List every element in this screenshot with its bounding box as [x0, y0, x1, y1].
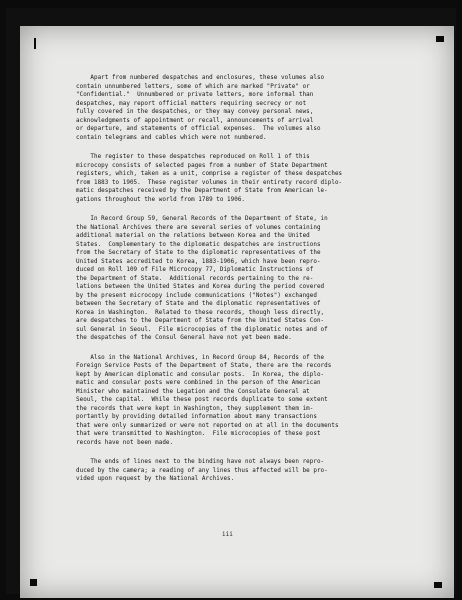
text-line: contain unnumbered letters, some of which are marked "Private" or — [76, 83, 310, 90]
text-line: vided upon request by the National Archives. — [76, 476, 235, 482]
scan-mark — [34, 38, 36, 49]
text-line: matic despatches received by the Department of State from American le- — [76, 188, 328, 194]
text-line: are despatches to the Department of State from the United States Con- — [76, 318, 325, 324]
text-line: the National Archives there are several series of volumes containing — [76, 224, 321, 231]
page-number: iii — [222, 531, 233, 538]
text-line: kept by American diplomatic and consular posts. In Korea, the diplo- — [76, 371, 325, 378]
text-line: duced on Roll 109 of File Microcopy 77, Diplomatic Instructions of — [76, 267, 314, 273]
text-line: "Confidential." Unnumbered or private letters, more informal than — [76, 92, 314, 98]
document-body — [76, 74, 424, 495]
text-line: Seoul, the capital. While these post records duplicate to some extent — [76, 397, 328, 403]
text-line: records have not been made. — [76, 439, 174, 446]
text-line: despatches, may report official matters requiring secrecy or not — [76, 100, 307, 107]
text-line: United States accredited to Korea, 1883-1906, which have been repro- — [76, 258, 321, 265]
text-line: matic and consular posts were combined in the person of the American — [76, 380, 321, 386]
text-line: from 1883 to 1905. These register volumes in their entirety record diplo- — [76, 179, 343, 186]
text-line: between the Secretary of State and the diplomatic representatives of — [76, 301, 321, 307]
scan-mark — [434, 582, 442, 588]
text-line: Foreign Service Posts of the Department of State, there are the records — [76, 363, 332, 369]
text-line: The ends of lines next to the binding have not always been repro- — [76, 459, 325, 465]
text-line: that were transmitted to Washington. File microcopies of these post — [76, 431, 321, 437]
text-line: additional material on the relations between Korea and the United — [76, 233, 310, 239]
text-line: gations throughout the world from 1789 to 1906. — [76, 196, 246, 203]
scan-mark — [30, 579, 37, 586]
text-line: The register to these despatches reproduced on Roll 1 of this — [76, 154, 310, 160]
text-line: the Department of State. Additional records pertaining to the re- — [76, 275, 314, 282]
paragraph — [76, 153, 424, 204]
text-line: that were only summarized or were not reported on at all in the documents — [76, 422, 339, 429]
paragraph — [76, 215, 424, 343]
text-line: acknowledgments of appointment or recall, announcements of arrival — [76, 117, 314, 124]
scan-mark — [436, 36, 444, 42]
text-line: sul General in Seoul. File microcopies of the diplomatic notes and of — [76, 326, 328, 333]
text-line: Minister who maintained the Legation and the Consulate General at — [76, 388, 310, 395]
text-line: fully covered in the despatches, or they may convey personal news, — [76, 109, 314, 115]
text-line: Korea in Washington. Related to these records, though less directly, — [76, 309, 325, 316]
paragraph — [76, 458, 424, 484]
text-line: In Record Group 59, General Records of the Department of State, in — [76, 216, 328, 222]
text-line: the records that were kept in Washington, they supplement them im- — [76, 405, 314, 412]
text-line: portantly by providing detailed information about many transactions — [76, 414, 317, 420]
text-line: duced by the camera; a reading of any lines thus affected will be pro- — [76, 467, 328, 474]
text-line: lations between the United States and Korea during the period covered — [76, 284, 325, 290]
text-line: by the present microcopy include communications ("Notes") exchanged — [76, 292, 317, 299]
text-line: the despatches of the Consul General have not yet been made. — [76, 335, 292, 341]
text-line: Also in the National Archives, in Record Group 84, Records of the — [76, 354, 325, 361]
text-line: from the Secretary of State to the diplomatic representatives of the — [76, 250, 321, 256]
text-line: or departure, and statements of official expenses. The volumes also — [76, 126, 321, 132]
text-line: contain telegrams and cables which were not numbered. — [76, 134, 267, 141]
text-line: registers, which, taken as a unit, comprise a register of these despatches — [76, 171, 343, 177]
text-line: Apart from numbered despatches and enclosures, these volumes also — [76, 75, 325, 81]
paragraph — [76, 74, 424, 142]
text-line: microcopy consists of selected pages from a number of State Department — [76, 162, 328, 169]
text-line: States. Complementary to the diplomatic despatches are instructions — [76, 241, 321, 248]
paragraph — [76, 354, 424, 448]
